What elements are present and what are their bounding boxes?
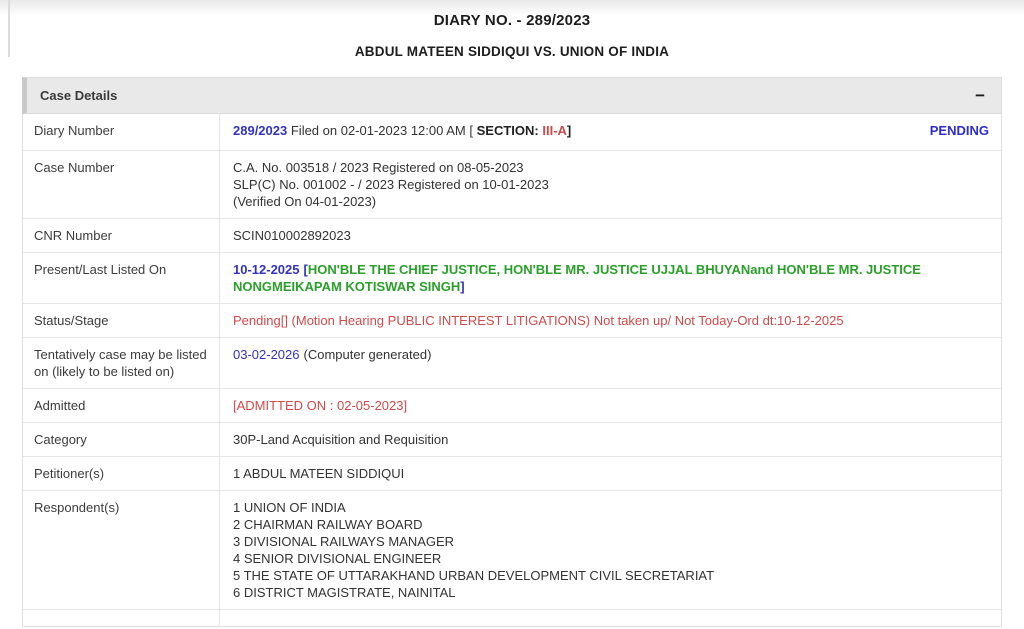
listed-on-label: Present/Last Listed On <box>34 262 167 277</box>
respondents-label: Respondent(s) <box>34 500 120 515</box>
row-diary-number <box>23 114 1001 150</box>
petitioner-item: 1 ABDUL MATEEN SIDDIQUI <box>233 466 405 481</box>
respondent-item: 6 DISTRICT MAGISTRATE, NAINITAL <box>233 585 456 600</box>
cnr-number-label: CNR Number <box>34 228 113 243</box>
section-label: SECTION: <box>476 123 539 138</box>
admitted-label: Admitted <box>34 398 86 413</box>
tentative-note: (Computer generated) <box>303 347 432 362</box>
case-parties-title: ABDUL MATEEN SIDDIQUI VS. UNION OF INDIA <box>354 44 670 59</box>
status-stage-value <box>219 304 1001 337</box>
admitted-text: [ADMITTED ON : 02-05-2023] <box>233 398 408 413</box>
listed-on-value <box>219 253 1001 303</box>
diary-number: 289/2023 <box>233 123 288 138</box>
section-value: III-A <box>542 123 567 138</box>
row-category <box>23 422 1001 456</box>
cnr-number-value: SCIN010002892023 <box>219 219 1001 252</box>
case-number-line: (Verified On 04-01-2023) <box>233 194 377 209</box>
diary-number-label: Diary Number <box>34 123 115 138</box>
respondent-item: 3 DIVISIONAL RAILWAYS MANAGER <box>233 534 455 549</box>
row-next-partial <box>23 609 1001 626</box>
case-details-table <box>22 114 1002 627</box>
case-details-panel <box>22 77 1002 627</box>
case-details-header-title: Case Details <box>40 88 118 103</box>
category-label: Category <box>34 432 87 447</box>
next-row-label <box>23 610 219 626</box>
section-bracket-close: ] <box>566 123 572 138</box>
row-admitted <box>23 388 1001 422</box>
row-case-number <box>23 150 1001 218</box>
status-badge: PENDING <box>929 123 989 138</box>
diary-number-value <box>219 114 1001 150</box>
category-value: 30P-Land Acquisition and Requisition <box>219 423 1001 456</box>
respondent-item: 1 UNION OF INDIA <box>233 500 346 515</box>
bench-names: HON'BLE THE CHIEF JUSTICE, HON'BLE MR. JUSTICE UJJAL BHUYANand HON'BLE MR. JUSTICE NONGMEIKAPAM KOTISWAR SINGH <box>233 262 921 294</box>
status-stage-label: Status/Stage <box>34 313 109 328</box>
bench-bracket-close: ] <box>460 279 465 294</box>
tentative-listing-label: Tentatively case may be listed on (likely to be listed on) <box>34 347 207 379</box>
row-present-last-listed-on <box>23 252 1001 303</box>
row-respondents <box>23 490 1001 609</box>
collapse-minus-icon[interactable]: − <box>975 86 985 105</box>
diary-number-text <box>233 122 571 139</box>
petitioners-label: Petitioner(s) <box>34 466 105 481</box>
row-status-stage <box>23 303 1001 337</box>
row-tentative-listing <box>23 337 1001 388</box>
respondent-item: 5 THE STATE OF UTTARAKHAND URBAN DEVELOPMENT CIVIL SECRETARIAT <box>233 568 715 583</box>
status-stage-text: Pending[] (Motion Hearing PUBLIC INTEREST LITIGATIONS) Not taken up/ Not Today-Ord dt:10-12-2025 <box>233 313 844 328</box>
page-title: DIARY NO. - 289/2023 <box>433 12 591 29</box>
row-cnr-number <box>23 218 1001 252</box>
filed-on-text: Filed on 02-01-2023 12:00 AM [ <box>290 123 473 138</box>
case-details-header <box>22 77 1002 114</box>
case-number-value <box>219 151 1001 218</box>
next-row-value <box>219 610 1001 626</box>
row-petitioners <box>23 456 1001 490</box>
respondents-value <box>219 491 1001 609</box>
tentative-listing-value <box>219 338 1001 388</box>
case-number-line: C.A. No. 003518 / 2023 Registered on 08-05-2023 <box>233 160 524 175</box>
case-number-label: Case Number <box>34 160 115 175</box>
tentative-date: 03-02-2026 <box>233 347 300 362</box>
bench-bracket-open: [ <box>303 262 308 277</box>
respondent-item: 2 CHAIRMAN RAILWAY BOARD <box>233 517 423 532</box>
listed-on-date: 10-12-2025 <box>233 262 300 277</box>
case-number-line: SLP(C) No. 001002 - / 2023 Registered on 10-01-2023 <box>233 177 549 192</box>
respondent-item: 4 SENIOR DIVISIONAL ENGINEER <box>233 551 442 566</box>
admitted-value <box>219 389 1001 422</box>
petitioners-value <box>219 457 1001 490</box>
